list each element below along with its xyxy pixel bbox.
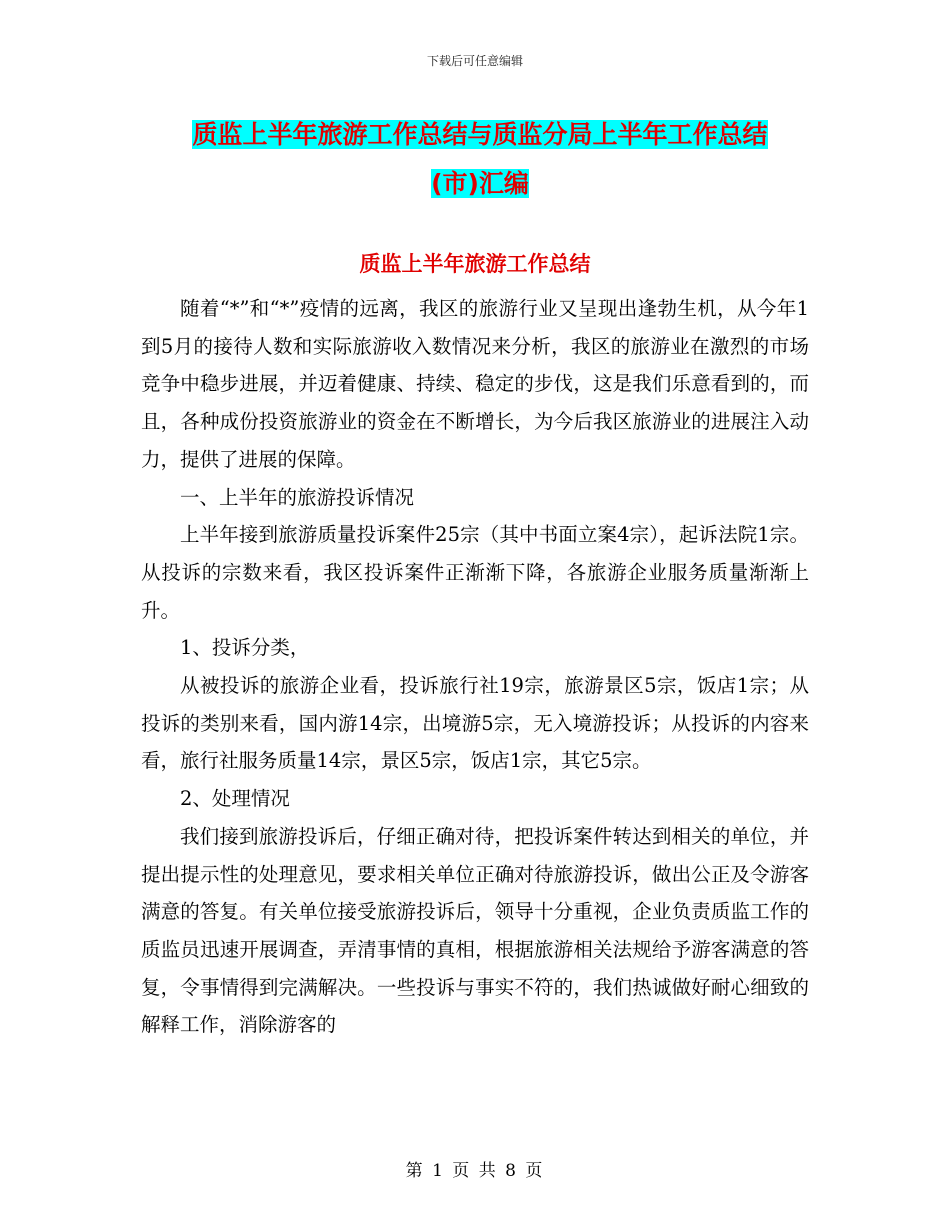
paragraph: 一、上半年的旅游投诉情况 bbox=[180, 485, 415, 509]
body-text bbox=[141, 290, 809, 1044]
paragraph: 随着“*”和“*”疫情的远离，我区的旅游行业又呈现出逢勃生机，从今年1到5月的接待人数和实际旅游收入数情况来分析，我区的旅游业在激烈的市场竞争中稳步进展，并迈着健康、持续、稳定的步伐，这是我们乐意看到的，而且，各种成份投资旅游业的资金在不断增长，为今后我区旅游业的进展注入动力，提供了进展的保障。 bbox=[141, 297, 809, 471]
paragraph: 从被投诉的旅游企业看，投诉旅行社19宗，旅游景区5宗，饭店1宗；从投诉的类别来看，国内游14宗，出境游5宗，无入境游投诉；从投诉的内容来看，旅行社服务质量14宗，景区5宗，饭店1宗，其它5宗。 bbox=[141, 674, 809, 773]
header-note: 下载后可任意编辑 bbox=[426, 54, 523, 68]
paragraph: 1、投诉分类， bbox=[180, 636, 310, 660]
document-title-line-1: 质监上半年旅游工作总结与质监分局上半年工作总结 bbox=[192, 120, 768, 149]
paragraph: 2、处理情况 bbox=[180, 787, 290, 811]
page-footer: 第 1 页 共 8 页 bbox=[405, 1161, 545, 1181]
document-title-line-2: (市)汇编 bbox=[431, 169, 529, 198]
document-title bbox=[140, 110, 820, 208]
paragraph: 上半年接到旅游质量投诉案件25宗（其中书面立案4宗），起诉法院1宗。从投诉的宗数来看，我区投诉案件正渐渐下降，各旅游企业服务质量渐渐上升。 bbox=[141, 523, 809, 622]
section-title: 质监上半年旅游工作总结 bbox=[359, 252, 591, 276]
paragraph: 我们接到旅游投诉后，仔细正确对待，把投诉案件转达到相关的单位，并提出提示性的处理意见，要求相关单位正确对待旅游投诉，做出公正及令游客满意的答复。有关单位接受旅游投诉后，领导十分重视，企业负责质监工作的质监员迅速开展调查，弄清事情的真相，根据旅游相关法规给予游客满意的答复，令事情得到完满解决。一些投诉与事实不符的，我们热诚做好耐心细致的解释工作，消除游客的 bbox=[141, 824, 809, 1037]
